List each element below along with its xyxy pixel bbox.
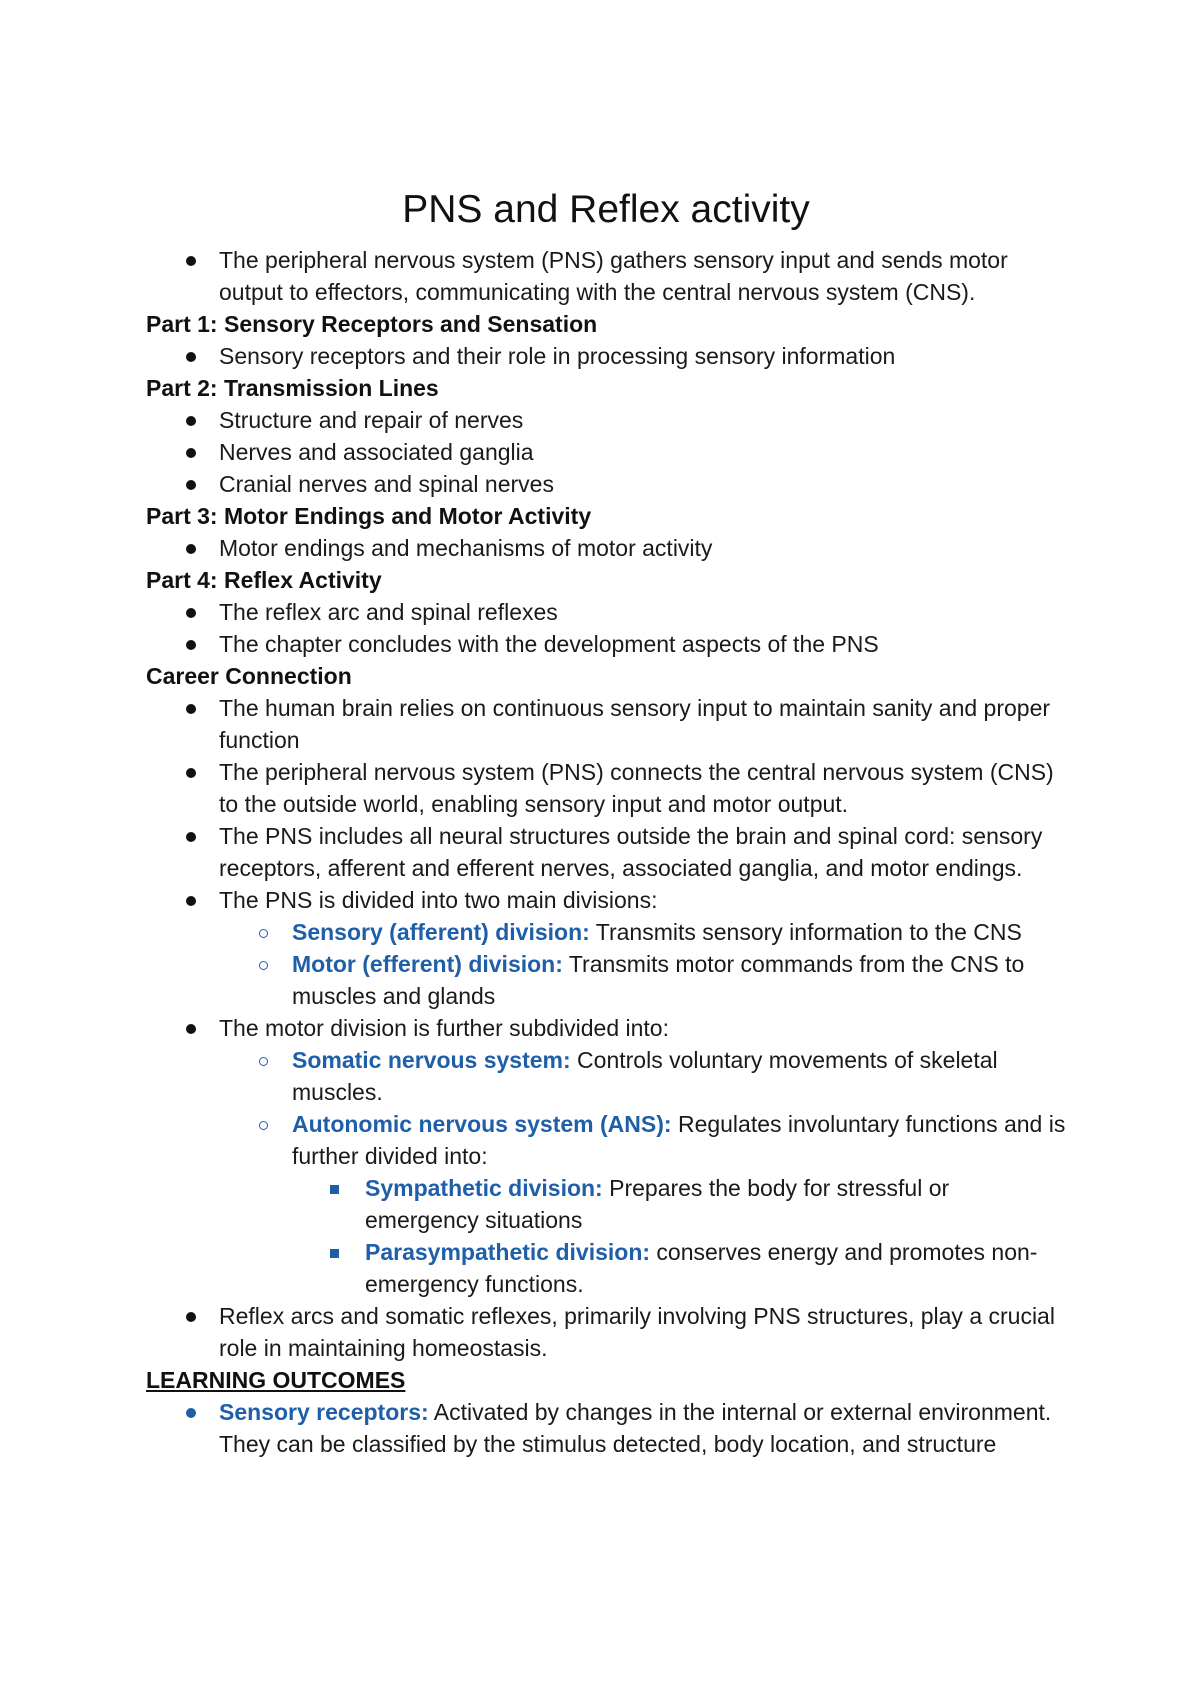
part3-list [146,532,1066,564]
section-heading-part3: Part 3: Motor Endings and Motor Activity [146,503,592,529]
list-item: The PNS includes all neural structures outside the brain and spinal cord: sensory receptors, afferent and efferent nerves, associated ganglia, and motor endings. [146,820,1066,884]
term-description: Prepares the body for stressful or emergency situations [365,1175,950,1233]
part2-list [146,404,1066,500]
list-item: Nerves and associated ganglia [146,436,1066,468]
list-item-sensory-division [146,916,1066,948]
list-item: The chapter concludes with the development aspects of the PNS [146,628,1066,660]
term-label: Sympathetic division: [365,1175,603,1201]
section-heading-part2: Part 2: Transmission Lines [146,375,439,401]
list-item: The peripheral nervous system (PNS) gathers sensory input and sends motor output to effectors, communicating with the central nervous system (CNS). [146,244,1066,308]
term-description: Regulates involuntary functions and is further divided into: [292,1111,1066,1169]
list-item: Sensory receptors and their role in processing sensory information [146,340,1066,372]
list-item: The human brain relies on continuous sensory input to maintain sanity and proper function [146,692,1066,756]
list-item-sensory-receptors [146,1396,1066,1460]
term-description: Activated by changes in the internal or external environment. They can be classified by the stimulus detected, body location, and structure [219,1399,1052,1457]
part4-list [146,596,1066,660]
career-list [146,692,1066,1364]
document-page [146,186,1066,1460]
section-heading-part4: Part 4: Reflex Activity [146,567,382,593]
term-description: Controls voluntary movements of skeletal muscles. [292,1047,998,1105]
list-item-motor-division [146,948,1066,1012]
list-item-parasympathetic [146,1236,1066,1300]
page-title: PNS and Reflex activity [402,188,810,231]
term-description: Transmits sensory information to the CNS [589,919,1022,945]
term-label: Parasympathetic division: [365,1239,651,1265]
list-item-autonomic [146,1108,1066,1172]
list-item: The PNS is divided into two main divisions: [146,884,1066,916]
section-heading-part1: Part 1: Sensory Receptors and Sensation [146,311,598,337]
list-item: The reflex arc and spinal reflexes [146,596,1066,628]
list-item: Cranial nerves and spinal nerves [146,468,1066,500]
list-item: The motor division is further subdivided into: [146,1012,1066,1044]
list-item: Structure and repair of nerves [146,404,1066,436]
term-label: Motor (efferent) division: [292,951,563,977]
section-heading-outcomes: LEARNING OUTCOMES [146,1367,406,1393]
term-label: Sensory (afferent) division: [292,919,590,945]
term-label: Autonomic nervous system (ANS): [292,1111,672,1137]
list-item: Motor endings and mechanisms of motor activity [146,532,1066,564]
list-item: The peripheral nervous system (PNS) connects the central nervous system (CNS) to the outside world, enabling sensory input and motor output. [146,756,1066,820]
list-item-somatic [146,1044,1066,1108]
section-heading-career: Career Connection [146,663,352,689]
part1-list [146,340,1066,372]
list-item-sympathetic [146,1172,1066,1236]
term-label: Somatic nervous system: [292,1047,571,1073]
term-description: conserves energy and promotes non-emergency functions. [365,1239,1038,1297]
term-label: Sensory receptors: [219,1399,429,1425]
list-item: Reflex arcs and somatic reflexes, primarily involving PNS structures, play a crucial role in maintaining homeostasis. [146,1300,1066,1364]
term-description: Transmits motor commands from the CNS to muscles and glands [292,951,1025,1009]
intro-list [146,244,1066,308]
outcomes-list [146,1396,1066,1460]
